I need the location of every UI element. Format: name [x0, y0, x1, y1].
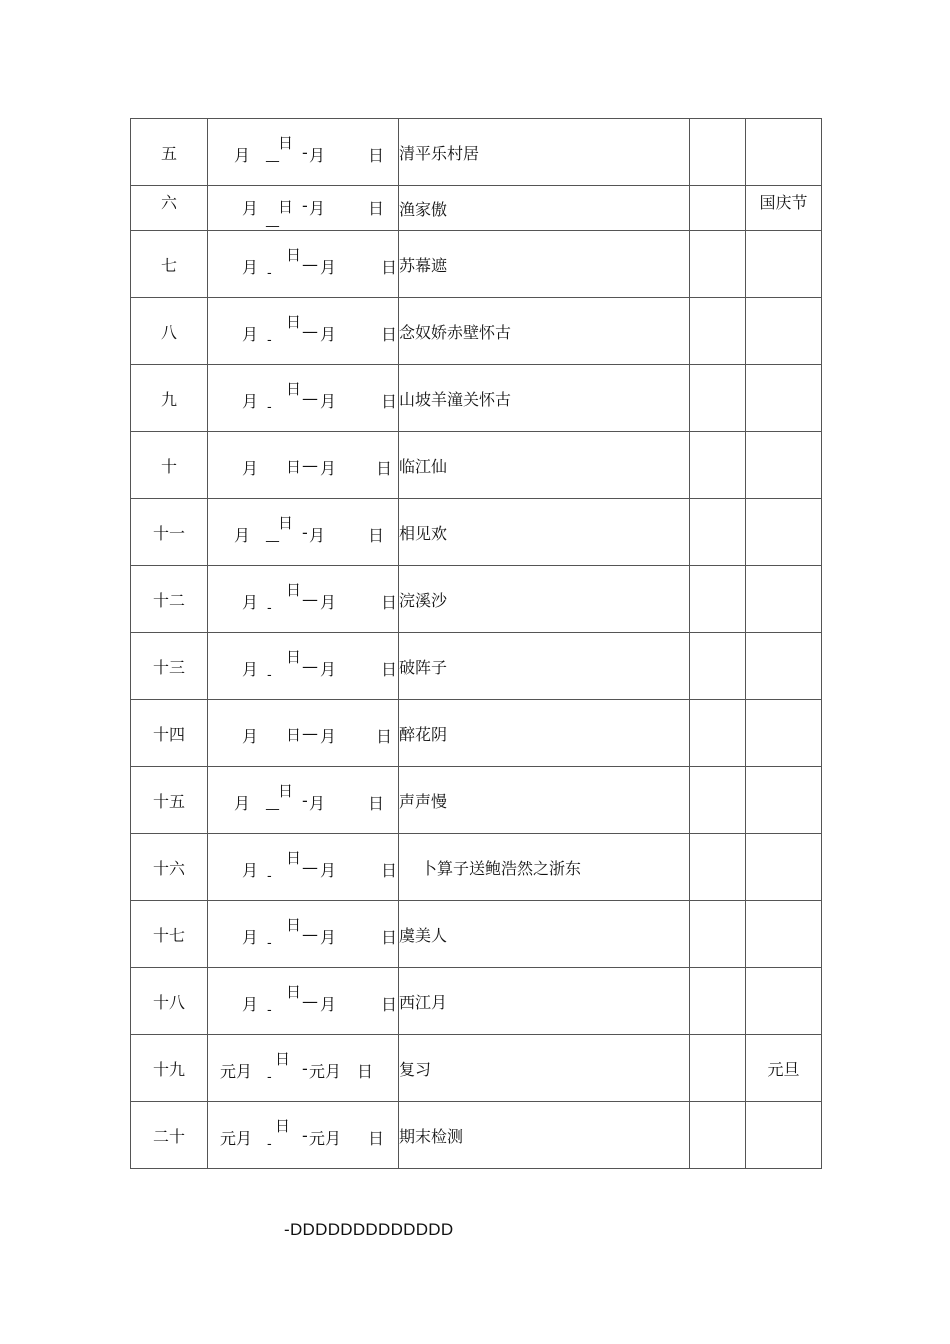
week-cell: 十五: [131, 767, 208, 834]
week-cell: 五: [131, 119, 208, 186]
week-cell: 九: [131, 365, 208, 432]
date-range: [208, 633, 398, 699]
date-separator: -: [302, 143, 308, 162]
blank-cell: [690, 1102, 746, 1169]
end-month: 月: [320, 258, 337, 277]
start-month: 月: [242, 727, 259, 746]
week-cell: 十一: [131, 499, 208, 566]
date-range: [208, 566, 398, 632]
date-range: [208, 432, 398, 498]
end-day: 日: [381, 593, 398, 612]
start-month: 月: [242, 199, 259, 218]
start-month: 月: [242, 660, 259, 679]
end-month: 元月: [309, 1062, 342, 1081]
blank-cell: [690, 119, 746, 186]
date-underline: -: [267, 266, 272, 281]
week-cell: 十八: [131, 968, 208, 1035]
start-day: 日: [286, 380, 302, 398]
start-day: 日: [286, 581, 302, 599]
date-separator: —: [302, 657, 318, 676]
end-month: 月: [309, 146, 326, 165]
lesson-title: 复习: [399, 1035, 690, 1102]
end-day: 日: [381, 928, 398, 947]
date-separator: —: [302, 925, 318, 944]
date-cell: [208, 767, 399, 834]
week-cell: 二十: [131, 1102, 208, 1169]
start-month: 月: [234, 526, 251, 545]
lesson-title: 山坡羊潼关怀古: [399, 365, 690, 432]
lesson-title: 念奴娇赤壁怀古: [399, 298, 690, 365]
date-underline: -: [267, 1070, 272, 1085]
date-separator: -: [302, 196, 308, 215]
date-underline: __: [266, 213, 279, 228]
start-month: 月: [242, 928, 259, 947]
week-cell: 十: [131, 432, 208, 499]
note-cell: 国庆节: [746, 186, 822, 231]
note-cell: [746, 119, 822, 186]
date-cell: [208, 186, 399, 231]
note-cell: [746, 298, 822, 365]
blank-cell: [690, 968, 746, 1035]
lesson-title: 期末检测: [399, 1102, 690, 1169]
date-underline: __: [266, 796, 279, 811]
table-row: [131, 633, 822, 700]
week-cell: 十四: [131, 700, 208, 767]
date-cell: [208, 298, 399, 365]
lesson-title: 清平乐村居: [399, 119, 690, 186]
date-cell: [208, 901, 399, 968]
table-row: [131, 1035, 822, 1102]
start-month: 月: [242, 258, 259, 277]
table-row: [131, 834, 822, 901]
blank-cell: [690, 700, 746, 767]
start-month: 元月: [220, 1129, 253, 1148]
start-day: 日: [286, 246, 302, 264]
start-month: 月: [242, 392, 259, 411]
date-underline: -: [267, 601, 272, 616]
date-range: [208, 365, 398, 431]
date-separator: —: [302, 858, 318, 877]
end-month: 月: [309, 199, 326, 218]
end-day: 日: [368, 794, 385, 813]
start-day: 日: [286, 726, 302, 744]
date-underline: -: [267, 1003, 272, 1018]
date-separator: -: [302, 1126, 308, 1145]
note-cell: [746, 432, 822, 499]
end-month: 月: [320, 995, 337, 1014]
week-cell: 十七: [131, 901, 208, 968]
start-month: 月: [242, 325, 259, 344]
date-range: [208, 700, 398, 766]
start-day: 日: [286, 849, 302, 867]
note-cell: [746, 968, 822, 1035]
date-range: [208, 119, 398, 185]
date-underline: __: [266, 148, 279, 163]
date-cell: [208, 365, 399, 432]
lesson-title: 渔家傲: [399, 186, 690, 231]
start-month: 月: [242, 995, 259, 1014]
end-day: 日: [368, 199, 385, 218]
date-cell: [208, 1102, 399, 1169]
date-underline: -: [267, 936, 272, 951]
date-separator: —: [302, 322, 318, 341]
table-row: [131, 901, 822, 968]
date-cell: [208, 499, 399, 566]
end-month: 月: [320, 861, 337, 880]
table-row: [131, 767, 822, 834]
lesson-title: 声声慢: [399, 767, 690, 834]
week-cell: 十二: [131, 566, 208, 633]
end-day: 日: [368, 526, 385, 545]
end-month: 月: [309, 526, 326, 545]
date-cell: [208, 231, 399, 298]
table-row: [131, 119, 822, 186]
note-cell: [746, 566, 822, 633]
date-range: [208, 298, 398, 364]
start-day: 日: [278, 134, 294, 152]
date-range: [208, 1102, 398, 1168]
lesson-title: 临江仙: [399, 432, 690, 499]
date-cell: [208, 119, 399, 186]
end-month: 元月: [309, 1129, 342, 1148]
end-day: 日: [381, 258, 398, 277]
date-separator: —: [302, 389, 318, 408]
note-cell: [746, 700, 822, 767]
footer-text: -DDDDDDDDDDDDD: [284, 1220, 454, 1239]
week-cell: 十六: [131, 834, 208, 901]
lesson-title: 醉花阴: [399, 700, 690, 767]
start-month: 月: [242, 459, 259, 478]
note-cell: 元旦: [746, 1035, 822, 1102]
note-cell: [746, 231, 822, 298]
date-cell: [208, 432, 399, 499]
lesson-title: 虞美人: [399, 901, 690, 968]
blank-cell: [690, 186, 746, 231]
end-day: 日: [381, 660, 398, 679]
date-separator: -: [302, 791, 308, 810]
date-cell: [208, 834, 399, 901]
week-cell: 十九: [131, 1035, 208, 1102]
start-day: 日: [278, 514, 294, 532]
date-underline: __: [266, 528, 279, 543]
table-row: [131, 365, 822, 432]
blank-cell: [690, 298, 746, 365]
note-cell: [746, 767, 822, 834]
blank-cell: [690, 499, 746, 566]
date-range: [208, 834, 398, 900]
schedule-table: [130, 118, 822, 1169]
table-row: [131, 1102, 822, 1169]
note-cell: [746, 901, 822, 968]
start-month: 元月: [220, 1062, 253, 1081]
end-month: 月: [309, 794, 326, 813]
date-cell: [208, 566, 399, 633]
start-day: 日: [286, 313, 302, 331]
blank-cell: [690, 566, 746, 633]
end-month: 月: [320, 593, 337, 612]
lesson-title: 相见欢: [399, 499, 690, 566]
blank-cell: [690, 633, 746, 700]
note-cell: [746, 499, 822, 566]
blank-cell: [690, 432, 746, 499]
date-range: [208, 231, 398, 297]
note-cell: [746, 834, 822, 901]
end-day: 日: [381, 995, 398, 1014]
week-cell: 六: [131, 186, 208, 231]
note-cell: [746, 365, 822, 432]
lesson-title: 浣溪沙: [399, 566, 690, 633]
table-row: [131, 432, 822, 499]
blank-cell: [690, 1035, 746, 1102]
date-separator: —: [302, 992, 318, 1011]
end-month: 月: [320, 660, 337, 679]
date-separator: —: [302, 456, 318, 475]
date-underline: -: [267, 1137, 272, 1152]
end-month: 月: [320, 392, 337, 411]
blank-cell: [690, 231, 746, 298]
start-day: 日: [275, 1050, 291, 1068]
week-cell: 十三: [131, 633, 208, 700]
date-range: [208, 901, 398, 967]
date-underline: -: [267, 869, 272, 884]
end-day: 日: [357, 1062, 374, 1081]
table-row: [131, 231, 822, 298]
date-separator: -: [302, 1059, 308, 1078]
lesson-title: 破阵子: [399, 633, 690, 700]
table-row: [131, 298, 822, 365]
start-day: 日: [286, 916, 302, 934]
start-month: 月: [242, 861, 259, 880]
table-row: [131, 499, 822, 566]
start-month: 月: [234, 146, 251, 165]
lesson-title: 卜算子送鲍浩然之浙东: [399, 834, 690, 901]
schedule-body: [131, 119, 822, 1169]
end-day: 日: [381, 861, 398, 880]
start-day: 日: [286, 648, 302, 666]
start-day: 日: [286, 983, 302, 1001]
date-range: [208, 968, 398, 1034]
date-cell: [208, 700, 399, 767]
end-month: 月: [320, 727, 337, 746]
start-day: 日: [275, 1117, 291, 1135]
start-day: 日: [278, 782, 294, 800]
date-separator: —: [302, 255, 318, 274]
date-underline: -: [267, 333, 272, 348]
note-cell: [746, 1102, 822, 1169]
table-row: [131, 186, 822, 231]
end-day: 日: [376, 727, 393, 746]
end-day: 日: [381, 392, 398, 411]
start-day: 日: [278, 198, 294, 216]
date-underline: -: [267, 400, 272, 415]
date-range: [208, 767, 398, 833]
table-row: [131, 968, 822, 1035]
table-row: [131, 566, 822, 633]
start-month: 月: [242, 593, 259, 612]
end-month: 月: [320, 928, 337, 947]
table-row: [131, 700, 822, 767]
end-month: 月: [320, 459, 337, 478]
date-cell: [208, 633, 399, 700]
date-separator: —: [302, 724, 318, 743]
end-month: 月: [320, 325, 337, 344]
start-month: 月: [234, 794, 251, 813]
date-separator: —: [302, 590, 318, 609]
blank-cell: [690, 901, 746, 968]
date-range: [208, 186, 398, 230]
date-cell: [208, 1035, 399, 1102]
week-cell: 八: [131, 298, 208, 365]
date-separator: -: [302, 523, 308, 542]
lesson-title: 苏幕遮: [399, 231, 690, 298]
week-cell: 七: [131, 231, 208, 298]
date-range: [208, 1035, 398, 1101]
end-day: 日: [368, 1129, 385, 1148]
note-cell: [746, 633, 822, 700]
start-day: 日: [286, 458, 302, 476]
blank-cell: [690, 767, 746, 834]
blank-cell: [690, 365, 746, 432]
end-day: 日: [381, 325, 398, 344]
end-day: 日: [376, 459, 393, 478]
date-range: [208, 499, 398, 565]
end-day: 日: [368, 146, 385, 165]
date-cell: [208, 968, 399, 1035]
lesson-title: 西江月: [399, 968, 690, 1035]
date-underline: -: [267, 668, 272, 683]
blank-cell: [690, 834, 746, 901]
